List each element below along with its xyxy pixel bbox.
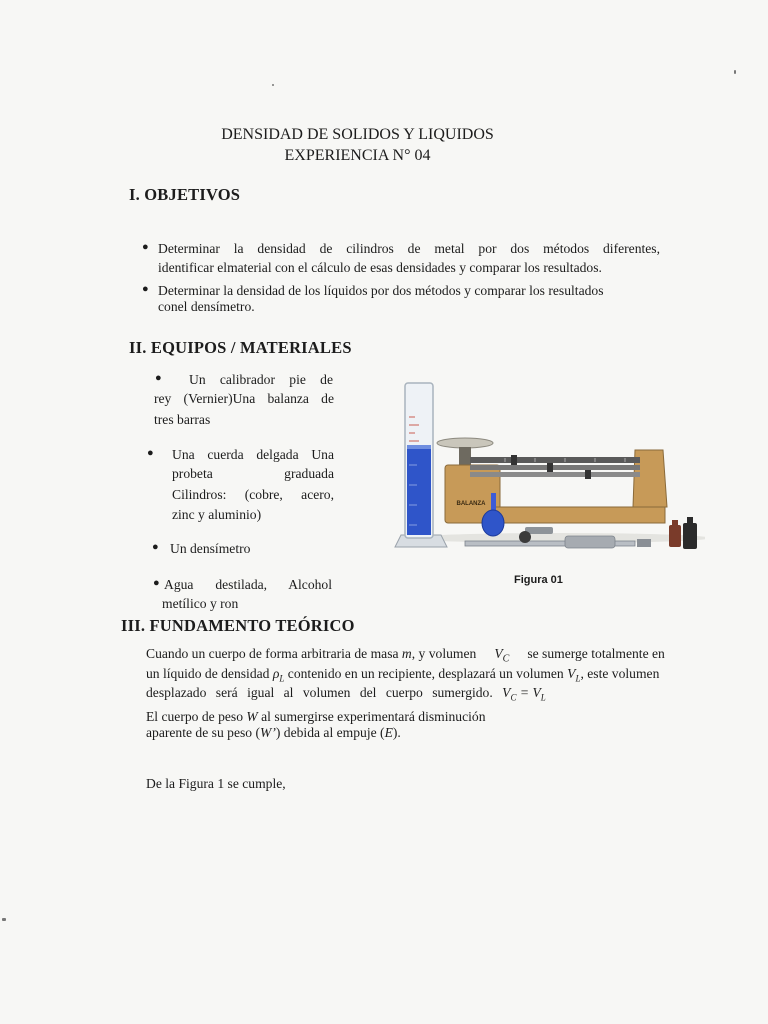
scan-speck <box>2 918 6 921</box>
theory-p1-text: Cuando un cuerpo de forma arbitraria de masa <box>146 646 402 661</box>
theory-p2-line1 <box>146 709 486 725</box>
objective-1-line1: Determinar la densidad de cilindros de metal por dos métodos diferentes, <box>158 241 660 256</box>
objective-1-line2: identificar elmaterial con el cálculo de esas densidades y comparar los resultados. <box>158 260 602 275</box>
scan-speck <box>272 84 274 86</box>
theory-p1-text: , y volumen <box>411 646 477 661</box>
materials-item-1 <box>187 372 333 388</box>
section-equipos-heading: II. EQUIPOS / MATERIALES <box>129 338 352 357</box>
eq-vl-sub: L <box>540 692 546 703</box>
var-w: W <box>246 709 258 724</box>
eq-equals: = V <box>516 685 541 700</box>
materials-item-2-line3: Cilindros: (cobre, acero, <box>172 487 334 502</box>
materials-item-1-line1: Un calibrador pie de <box>189 372 333 387</box>
document-title: DENSIDAD DE SOLIDOS Y LIQUIDOS <box>221 126 494 143</box>
graduated-cylinder-icon <box>395 383 447 547</box>
theory-p1-text: desplazado será igual al volumen del cuerpo sumergido. <box>146 685 493 700</box>
section-fundamento-heading: III. FUNDAMENTO TEÓRICO <box>121 616 355 635</box>
bullet-icon: ● <box>142 283 149 295</box>
theory-p2-text: ) debida al empuje ( <box>275 725 385 740</box>
var-vl-sub: L <box>575 673 581 684</box>
theory-p1-line3 <box>146 685 546 706</box>
scan-speck <box>734 70 736 74</box>
bullet-icon: ● <box>153 577 160 589</box>
materials-item-3-line1: Un densímetro <box>170 541 251 556</box>
bullet-icon: ● <box>142 241 149 253</box>
figure-caption: Figura 01 <box>514 574 563 586</box>
var-vc: V <box>494 646 503 661</box>
materials-item-4-line1: Agua destilada, Alcohol <box>164 577 332 592</box>
bullet-icon: ● <box>155 372 162 384</box>
var-vc-sub: C <box>502 653 510 665</box>
theory-p2-text: aparente de su peso ( <box>146 725 260 740</box>
materials-item-4-line2: metílico y ron <box>162 596 239 611</box>
materials-item-1-line2: rey (Vernier)Una balanza de <box>154 391 334 406</box>
eq-vc-sub: C <box>510 692 517 703</box>
var-w-prime: W’ <box>260 725 276 740</box>
objective-2-line2: conel densímetro. <box>158 299 255 314</box>
theory-p1-line1 <box>146 646 740 667</box>
bullet-icon: ● <box>152 541 159 553</box>
var-e: E <box>384 725 393 740</box>
theory-p2-text: al sumergirse experimentará disminución <box>257 709 486 724</box>
eq-vc: V <box>502 685 511 700</box>
experience-number: EXPERIENCIA N° 04 <box>284 147 431 164</box>
balance-brand-label: BALANZA <box>456 501 486 507</box>
var-vl: V <box>567 666 576 681</box>
materials-item-1-line3: tres barras <box>154 412 211 427</box>
theory-p2-text: El cuerpo de peso <box>146 709 247 724</box>
theory-p1-text: se sumerge totalmente en <box>527 646 665 661</box>
figure-01-image <box>385 375 705 565</box>
var-rho-sub: L <box>279 673 285 684</box>
materials-item-2-line1: Una cuerda delgada Una <box>172 447 334 462</box>
theory-p1-text: contenido en un recipiente, desplazará un volumen <box>284 666 568 681</box>
objective-2-line1: Determinar la densidad de los líquidos por dos métodos y comparar los resultados <box>158 283 604 298</box>
theory-p1-text: un líquido de densidad <box>146 666 273 681</box>
section-objetivos-heading: I. OBJETIVOS <box>129 185 241 204</box>
materials-item-2-line4: zinc y aluminio) <box>172 507 262 522</box>
var-rho: ρ <box>272 666 280 681</box>
materials-item-2-line2: probeta graduada <box>172 466 334 481</box>
theory-p2-text: ). <box>392 725 401 740</box>
theory-p3: De la Figura 1 se cumple, <box>146 776 286 791</box>
theory-p2-line2 <box>146 725 401 741</box>
var-m: m <box>401 646 412 661</box>
triple-beam-balance-icon <box>437 438 667 523</box>
theory-p1-text: , este volumen <box>580 666 660 681</box>
bullet-icon: ● <box>147 447 154 459</box>
